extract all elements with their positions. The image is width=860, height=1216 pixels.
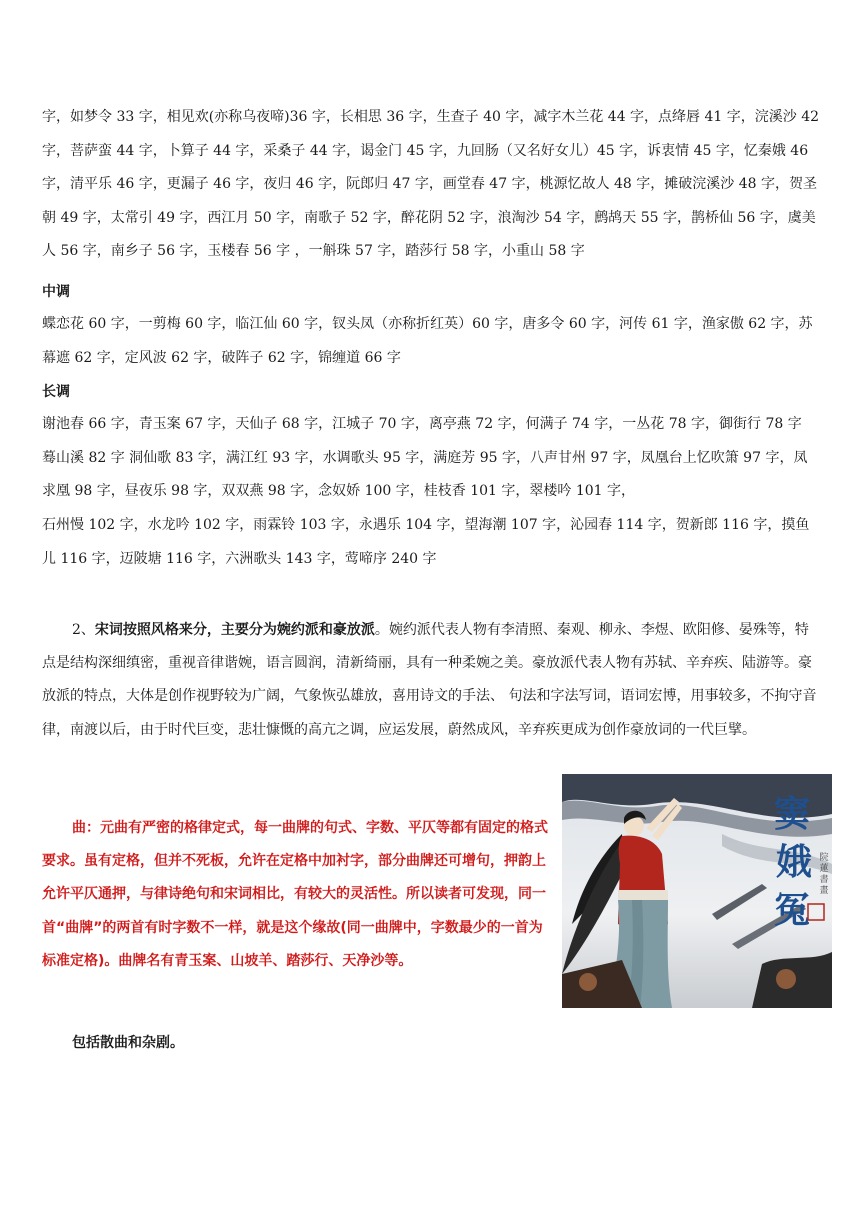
long-tunes-text-2: 石州慢 102 字，水龙吟 102 字，雨霖铃 103 字，永遇乐 104 字，望海潮 107 字，沁园春 114 字，贺新郎 116 字，摸鱼儿 116 字，迈陂塘 116 字，六洲歌头 143 字，莺啼序 240 字 <box>42 517 810 567</box>
include-line: 包括散曲和杂剧。 <box>72 1035 184 1051</box>
style-para-prefix: 2、 <box>72 622 95 638</box>
svg-text:院: 院 <box>819 853 829 863</box>
style-paragraph <box>42 614 820 747</box>
illustration-title <box>774 793 812 931</box>
dou-e-illustration <box>562 774 832 1008</box>
long-tunes-list <box>42 408 820 509</box>
title-char-1: 窦 <box>773 793 811 835</box>
qu-para-text: 曲：元曲有严密的格律定式，每一曲牌的句式、字数、平仄等都有固定的格式要求。虽有定格，但并不死板，允许在定格中加衬字，部分曲牌还可增句，押韵上允许平仄通押，与律诗绝句和宋词相比，有较大的灵活性。所以读者可发现，同一首“曲牌”的两首有时字数不一样，就是这个缘故(同一曲牌中，字数最少的一首为标准定格)。曲牌名有青玉案、山坡羊、踏莎行、天净沙等。 <box>42 820 548 969</box>
style-para-rest: 。婉约派代表人物有李清照、秦观、柳永、李煜、欧阳修、晏殊等，特点是结构深细缜密，重视音律谐婉，语言圆润，清新绮丽，具有一种柔婉之美。豪放派代表人物有苏轼、辛弃疾、陆游等。豪放派的特点，大体是创作视野较为广阔，气象恢弘雄放，喜用诗文的手法、 句法和字法写词，语词宏博，用事较多，不拘守音律，南渡以后，由于时代巨变，悲壮慷慨的高亢之调，应运发展，蔚然成风，辛弃疾更成为创作豪放词的一代巨擘。 <box>42 622 817 738</box>
middle-tunes-text: 蝶恋花 60 字，一剪梅 60 字，临江仙 60 字，钗头凤（亦称折红英）60 字，唐多令 60 字，河传 61 字，渔家傲 62 字，苏幕遮 62 字，定风波 62 字，破阵子 62 字，锦缠道 66 字 <box>42 316 813 366</box>
style-para-bold: 宋词按照风格来分，主要分为婉约派和豪放派 <box>94 622 375 638</box>
title-char-2: 娥 <box>775 841 813 883</box>
middle-tunes-list <box>42 308 820 375</box>
long-tunes-text-1: 谢池春 66 字，青玉案 67 字，天仙子 68 字，江城子 70 字，离亭燕 72 字，何满子 74 字，一丛花 78 字，御街行 78 字 蓦山溪 82 字 洞仙歌 83 字，满江红 93 字，水调歌头 95 字，满庭芳 95 字，八声甘州 97 字，凤凰台上忆吹箫 97 字，凤求凰 98 字，昼夜乐 98 字，双双燕 98 字，念奴娇 100 字，桂枝香 101 字，翠楼吟 101 字， <box>42 416 808 500</box>
long-tunes-heading: 长调 <box>42 384 70 400</box>
short-tunes-text: 字，如梦令 33 字，相见欢(亦称乌夜啼)36 字，长相思 36 字，生查子 40 字，减字木兰花 44 字，点绛唇 41 字，浣溪沙 42 字，菩萨蛮 44 字，卜算子 44 字，采桑子 44 字，谒金门 45 字，九回肠（又名好女儿）45 字，诉衷情 45 字，忆秦娥 46 字，清平乐 46 字，更漏子 46 字，夜归 46 字，阮郎归 47 字，画堂春 47 字，桃源忆故人 48 字，摊破浣溪沙 48 字，贺圣朝 49 字，太常引 49 字，西江月 50 字，南歌子 52 字，醉花阴 52 字，浪淘沙 54 字，鹧鸪天 55 字，鹊桥仙 56 字，虞美人 56 字，南乡子 56 字，玉楼春 56 字 ，一斛珠 57 字，踏莎行 58 字，小重山 58 字 <box>42 109 820 260</box>
short-tunes-list <box>42 101 820 269</box>
svg-text:書: 書 <box>819 875 829 885</box>
title-char-3: 冤 <box>773 889 811 931</box>
illustration-art <box>562 774 832 1008</box>
svg-text:蓮: 蓮 <box>819 864 829 874</box>
qu-paragraph <box>42 812 552 978</box>
middle-tunes-heading: 中调 <box>42 284 70 300</box>
long-tunes-list-2 <box>42 509 820 576</box>
svg-text:畫: 畫 <box>819 886 829 896</box>
